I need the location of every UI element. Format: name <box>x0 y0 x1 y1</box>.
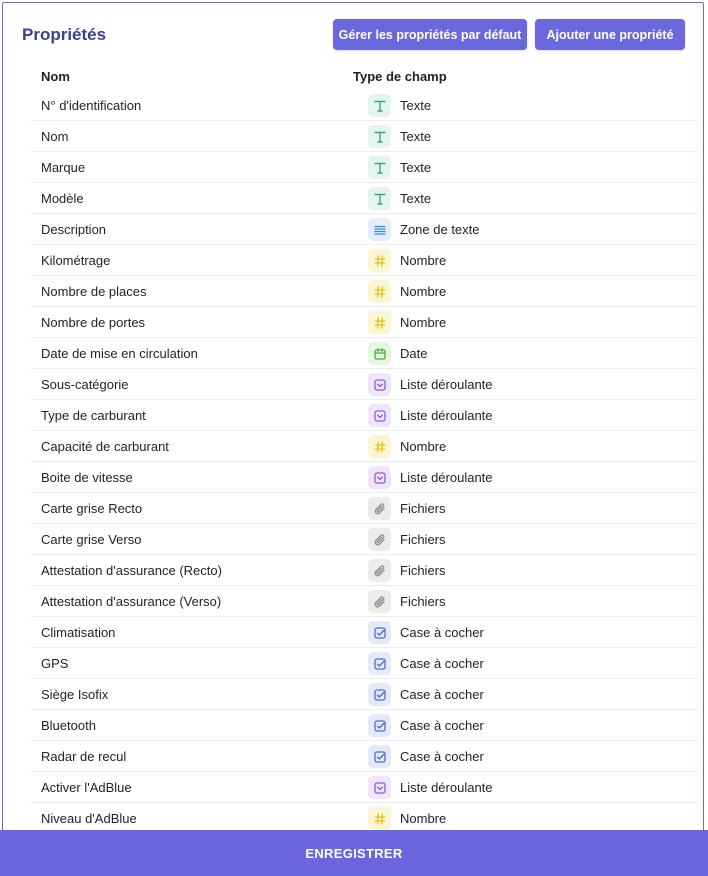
paperclip-icon <box>368 590 391 613</box>
field-type-label: Nombre <box>400 253 447 268</box>
table-row[interactable] <box>31 338 697 369</box>
field-type-label: Date <box>400 346 428 361</box>
checkbox-icon <box>368 621 391 644</box>
page-title: Propriétés <box>22 25 107 44</box>
calendar-icon <box>368 342 391 365</box>
field-type-label: Liste déroulante <box>400 780 493 795</box>
property-name: Description <box>41 222 107 237</box>
textarea-icon <box>368 218 391 241</box>
text-icon <box>368 156 391 179</box>
property-name: Boite de vitesse <box>41 470 133 485</box>
paperclip-icon <box>368 559 391 582</box>
table-row[interactable] <box>31 276 697 307</box>
field-type-label: Zone de texte <box>400 222 480 237</box>
property-name: Activer l'AdBlue <box>41 780 132 795</box>
field-type-label: Nombre <box>400 811 447 826</box>
table-row[interactable] <box>31 245 697 276</box>
property-name: Sous-catégorie <box>41 377 129 392</box>
text-icon <box>368 94 391 117</box>
table-row[interactable] <box>31 462 697 493</box>
property-name: Radar de recul <box>41 749 127 764</box>
text-icon <box>368 125 391 148</box>
property-name: Marque <box>41 160 86 175</box>
field-type-label: Nombre <box>400 284 447 299</box>
property-name: Nombre de places <box>41 284 147 299</box>
property-name: Bluetooth <box>41 718 96 733</box>
panel-header <box>3 3 703 63</box>
checkbox-icon <box>368 683 391 706</box>
property-name: Siège Isofix <box>41 687 109 702</box>
table-row[interactable] <box>31 90 697 121</box>
field-type-label: Texte <box>400 191 432 206</box>
table-row[interactable] <box>31 431 697 462</box>
paperclip-icon <box>368 528 391 551</box>
field-type-label: Texte <box>400 129 432 144</box>
field-type-label: Case à cocher <box>400 625 484 640</box>
column-header-name: Nom <box>41 69 70 84</box>
field-type-label: Fichiers <box>400 532 446 547</box>
property-name: N° d'identification <box>41 98 142 113</box>
table-row[interactable] <box>31 679 697 710</box>
table-row[interactable] <box>31 214 697 245</box>
field-type-label: Liste déroulante <box>400 408 493 423</box>
property-name: Capacité de carburant <box>41 439 169 454</box>
properties-panel <box>2 2 704 874</box>
table-row[interactable] <box>31 772 697 803</box>
number-icon <box>368 435 391 458</box>
text-icon <box>368 187 391 210</box>
table-row[interactable] <box>31 307 697 338</box>
table-row[interactable] <box>31 183 697 214</box>
add-property-button[interactable]: Ajouter une propriété <box>535 19 685 50</box>
dropdown-icon <box>368 404 391 427</box>
field-type-label: Nombre <box>400 315 447 330</box>
field-type-label: Fichiers <box>400 563 446 578</box>
property-name: Modèle <box>41 191 84 206</box>
manage-default-properties-button[interactable]: Gérer les propriétés par défaut <box>333 19 527 50</box>
table-row[interactable] <box>31 741 697 772</box>
table-row[interactable] <box>31 710 697 741</box>
field-type-label: Texte <box>400 160 432 175</box>
number-icon <box>368 807 391 830</box>
number-icon <box>368 249 391 272</box>
number-icon <box>368 280 391 303</box>
property-name: Date de mise en circulation <box>41 346 198 361</box>
field-type-label: Liste déroulante <box>400 377 493 392</box>
property-name: Type de carburant <box>41 408 146 423</box>
checkbox-icon <box>368 714 391 737</box>
table-row[interactable] <box>31 152 697 183</box>
dropdown-icon <box>368 373 391 396</box>
field-type-label: Case à cocher <box>400 687 484 702</box>
field-type-label: Nombre <box>400 439 447 454</box>
field-type-label: Case à cocher <box>400 656 484 671</box>
table-row[interactable] <box>31 586 697 617</box>
table-row[interactable] <box>31 617 697 648</box>
dropdown-icon <box>368 776 391 799</box>
table-row[interactable] <box>31 524 697 555</box>
property-name: Climatisation <box>41 625 116 640</box>
property-name: Carte grise Verso <box>41 532 142 547</box>
property-name: Nombre de portes <box>41 315 146 330</box>
field-type-label: Fichiers <box>400 594 446 609</box>
column-header-field-type: Type de champ <box>353 69 447 84</box>
property-name: Carte grise Recto <box>41 501 143 516</box>
checkbox-icon <box>368 652 391 675</box>
paperclip-icon <box>368 497 391 520</box>
property-name: Attestation d'assurance (Verso) <box>41 594 222 609</box>
field-type-label: Fichiers <box>400 501 446 516</box>
table-row[interactable] <box>31 648 697 679</box>
table-row[interactable] <box>31 493 697 524</box>
table-row[interactable] <box>31 369 697 400</box>
save-button[interactable]: ENREGISTRER <box>0 830 708 876</box>
table-row[interactable] <box>31 803 697 833</box>
table-row[interactable] <box>31 555 697 586</box>
field-type-label: Case à cocher <box>400 718 484 733</box>
property-name: Kilométrage <box>41 253 111 268</box>
property-name: Niveau d'AdBlue <box>41 811 137 826</box>
property-name: Nom <box>41 129 69 144</box>
number-icon <box>368 311 391 334</box>
property-name: GPS <box>41 656 69 671</box>
dropdown-icon <box>368 466 391 489</box>
field-type-label: Liste déroulante <box>400 470 493 485</box>
field-type-label: Texte <box>400 98 432 113</box>
checkbox-icon <box>368 745 391 768</box>
properties-list <box>31 90 697 833</box>
field-type-label: Case à cocher <box>400 749 484 764</box>
table-row[interactable] <box>31 121 697 152</box>
property-name: Attestation d'assurance (Recto) <box>41 563 222 578</box>
table-row[interactable] <box>31 400 697 431</box>
